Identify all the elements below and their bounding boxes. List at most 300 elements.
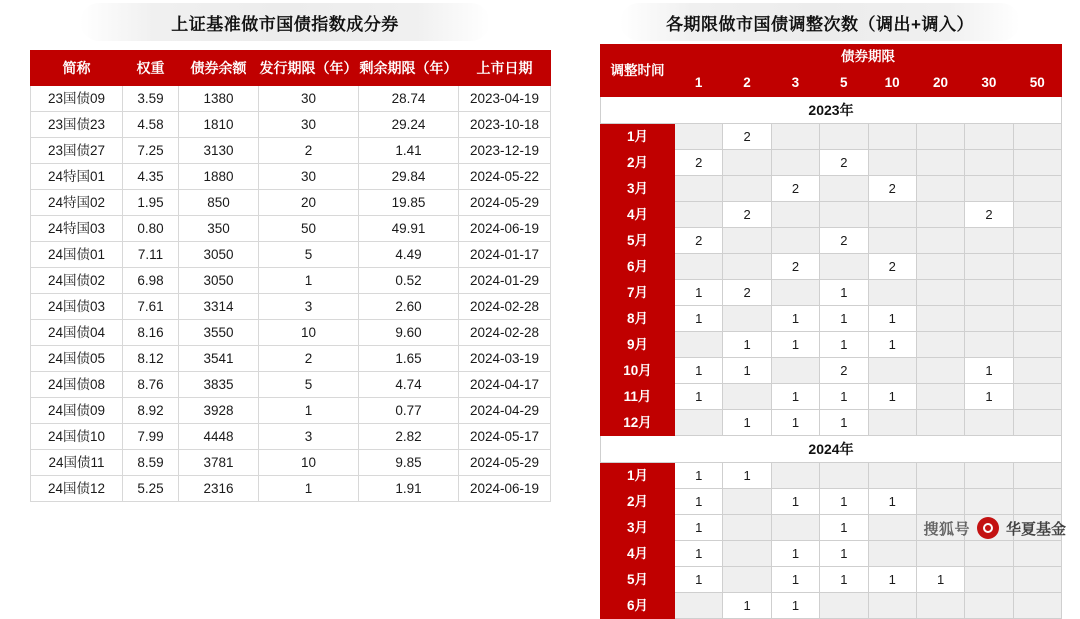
cell-count-term-1: 1 bbox=[675, 515, 723, 541]
cell-count-term-30 bbox=[965, 254, 1013, 280]
table-row bbox=[601, 332, 1062, 358]
cell-count-term-50 bbox=[1013, 176, 1061, 202]
column-header-balance: 债券余额 bbox=[179, 51, 259, 86]
cell-count-term-3 bbox=[771, 515, 819, 541]
cell-count-term-1: 1 bbox=[675, 306, 723, 332]
huaxia-logo-icon bbox=[977, 517, 999, 539]
cell-name: 24国债01 bbox=[31, 242, 123, 268]
cell-weight: 4.35 bbox=[123, 164, 179, 190]
cell-issue-term: 2 bbox=[259, 346, 359, 372]
left-panel-title: 上证基准做市国债指数成分券 bbox=[171, 14, 399, 34]
cell-count-term-1: 1 bbox=[675, 541, 723, 567]
column-header-term-20: 20 bbox=[916, 70, 964, 97]
cell-count-term-2: 1 bbox=[723, 463, 771, 489]
cell-count-term-2 bbox=[723, 567, 771, 593]
cell-count-term-2 bbox=[723, 541, 771, 567]
cell-balance: 3835 bbox=[179, 372, 259, 398]
table-row bbox=[31, 190, 551, 216]
cell-count-term-5: 2 bbox=[820, 358, 868, 384]
cell-count-term-5: 1 bbox=[820, 541, 868, 567]
right-panel-title: 各期限做市国债调整次数（调出+调入） bbox=[666, 14, 974, 34]
cell-month: 1月 bbox=[601, 463, 675, 489]
cell-count-term-10 bbox=[868, 463, 916, 489]
cell-name: 24特国01 bbox=[31, 164, 123, 190]
cell-count-term-10: 1 bbox=[868, 489, 916, 515]
cell-remaining-term: 29.84 bbox=[359, 164, 459, 190]
table-row bbox=[31, 294, 551, 320]
cell-issue-term: 30 bbox=[259, 86, 359, 112]
cell-count-term-3 bbox=[771, 124, 819, 150]
column-header-name: 简称 bbox=[31, 51, 123, 86]
cell-month: 6月 bbox=[601, 254, 675, 280]
cell-name: 24特国03 bbox=[31, 216, 123, 242]
cell-issue-term: 1 bbox=[259, 398, 359, 424]
cell-remaining-term: 4.74 bbox=[359, 372, 459, 398]
cell-month: 5月 bbox=[601, 567, 675, 593]
table-row bbox=[601, 489, 1062, 515]
cell-count-term-2: 1 bbox=[723, 358, 771, 384]
cell-count-term-5: 2 bbox=[820, 228, 868, 254]
cell-count-term-20 bbox=[916, 306, 964, 332]
column-header-remaining-term: 剩余期限（年） bbox=[359, 51, 459, 86]
cell-issue-term: 10 bbox=[259, 320, 359, 346]
cell-weight: 1.95 bbox=[123, 190, 179, 216]
table-row bbox=[31, 424, 551, 450]
cell-balance: 2316 bbox=[179, 476, 259, 502]
table-row bbox=[31, 320, 551, 346]
cell-count-term-20: 1 bbox=[916, 567, 964, 593]
left-panel-title-bar bbox=[80, 3, 490, 41]
index-constituents-table bbox=[30, 50, 551, 502]
adjustment-counts-body bbox=[601, 97, 1062, 619]
cell-count-term-3: 2 bbox=[771, 176, 819, 202]
year-label: 2024年 bbox=[601, 436, 1062, 463]
cell-count-term-1 bbox=[675, 410, 723, 436]
cell-count-term-5 bbox=[820, 124, 868, 150]
cell-count-term-1 bbox=[675, 176, 723, 202]
cell-weight: 4.58 bbox=[123, 112, 179, 138]
column-header-bond-term-group: 债券期限 bbox=[675, 45, 1062, 70]
table-row bbox=[601, 176, 1062, 202]
column-header-term-50: 50 bbox=[1013, 70, 1061, 97]
cell-count-term-50 bbox=[1013, 384, 1061, 410]
cell-remaining-term: 9.60 bbox=[359, 320, 459, 346]
cell-weight: 0.80 bbox=[123, 216, 179, 242]
cell-count-term-50 bbox=[1013, 332, 1061, 358]
cell-count-term-50 bbox=[1013, 410, 1061, 436]
watermark-brand: 华夏基金 bbox=[1005, 520, 1066, 538]
cell-count-term-2 bbox=[723, 228, 771, 254]
cell-weight: 5.25 bbox=[123, 476, 179, 502]
cell-count-term-10 bbox=[868, 410, 916, 436]
cell-count-term-5: 1 bbox=[820, 410, 868, 436]
cell-count-term-30 bbox=[965, 150, 1013, 176]
cell-count-term-20 bbox=[916, 593, 964, 619]
cell-name: 24国债05 bbox=[31, 346, 123, 372]
cell-count-term-30 bbox=[965, 410, 1013, 436]
cell-count-term-50 bbox=[1013, 541, 1061, 567]
cell-weight: 6.98 bbox=[123, 268, 179, 294]
table-row bbox=[31, 112, 551, 138]
table-row bbox=[601, 541, 1062, 567]
year-section-row bbox=[601, 436, 1062, 463]
column-header-adjust-time: 调整时间 bbox=[601, 45, 675, 97]
cell-count-term-3: 1 bbox=[771, 541, 819, 567]
table-row bbox=[601, 463, 1062, 489]
cell-weight: 8.76 bbox=[123, 372, 179, 398]
cell-listing-date: 2024-04-29 bbox=[459, 398, 551, 424]
cell-count-term-5 bbox=[820, 202, 868, 228]
cell-listing-date: 2024-03-19 bbox=[459, 346, 551, 372]
cell-count-term-1 bbox=[675, 202, 723, 228]
column-header-term-30: 30 bbox=[965, 70, 1013, 97]
cell-count-term-30 bbox=[965, 280, 1013, 306]
cell-count-term-3: 1 bbox=[771, 410, 819, 436]
cell-listing-date: 2024-06-19 bbox=[459, 476, 551, 502]
cell-count-term-5 bbox=[820, 176, 868, 202]
table-row bbox=[31, 450, 551, 476]
table-row bbox=[601, 150, 1062, 176]
table-row bbox=[31, 476, 551, 502]
cell-count-term-10 bbox=[868, 202, 916, 228]
cell-count-term-10: 2 bbox=[868, 176, 916, 202]
cell-count-term-3: 1 bbox=[771, 489, 819, 515]
term-group-header-row bbox=[601, 45, 1062, 70]
cell-count-term-2: 2 bbox=[723, 280, 771, 306]
cell-count-term-10 bbox=[868, 541, 916, 567]
cell-listing-date: 2023-04-19 bbox=[459, 86, 551, 112]
cell-count-term-1 bbox=[675, 124, 723, 150]
cell-issue-term: 50 bbox=[259, 216, 359, 242]
cell-issue-term: 1 bbox=[259, 476, 359, 502]
cell-count-term-50 bbox=[1013, 228, 1061, 254]
cell-count-term-5: 1 bbox=[820, 384, 868, 410]
cell-balance: 850 bbox=[179, 190, 259, 216]
watermark-prefix: 搜狐号 bbox=[923, 520, 970, 538]
table-row bbox=[31, 268, 551, 294]
cell-balance: 1880 bbox=[179, 164, 259, 190]
cell-remaining-term: 0.77 bbox=[359, 398, 459, 424]
cell-count-term-5: 1 bbox=[820, 280, 868, 306]
table-row bbox=[601, 410, 1062, 436]
cell-count-term-20 bbox=[916, 280, 964, 306]
cell-count-term-1: 1 bbox=[675, 358, 723, 384]
column-header-term-2: 2 bbox=[723, 70, 771, 97]
cell-count-term-30 bbox=[965, 593, 1013, 619]
cell-count-term-2: 1 bbox=[723, 332, 771, 358]
cell-balance: 4448 bbox=[179, 424, 259, 450]
cell-count-term-2: 1 bbox=[723, 593, 771, 619]
table-row bbox=[601, 254, 1062, 280]
cell-count-term-30 bbox=[965, 567, 1013, 593]
cell-count-term-2: 2 bbox=[723, 202, 771, 228]
cell-count-term-5: 2 bbox=[820, 150, 868, 176]
cell-issue-term: 5 bbox=[259, 242, 359, 268]
cell-count-term-50 bbox=[1013, 306, 1061, 332]
cell-weight: 8.92 bbox=[123, 398, 179, 424]
table-row bbox=[31, 398, 551, 424]
cell-name: 24国债09 bbox=[31, 398, 123, 424]
cell-listing-date: 2024-06-19 bbox=[459, 216, 551, 242]
cell-count-term-1: 1 bbox=[675, 567, 723, 593]
column-header-term-5: 5 bbox=[820, 70, 868, 97]
index-constituents-table-wrap bbox=[30, 50, 550, 502]
column-header-weight: 权重 bbox=[123, 51, 179, 86]
cell-count-term-2 bbox=[723, 254, 771, 280]
cell-month: 12月 bbox=[601, 410, 675, 436]
cell-count-term-30 bbox=[965, 228, 1013, 254]
cell-remaining-term: 9.85 bbox=[359, 450, 459, 476]
cell-count-term-5: 1 bbox=[820, 567, 868, 593]
cell-count-term-5 bbox=[820, 463, 868, 489]
cell-count-term-2: 2 bbox=[723, 124, 771, 150]
cell-balance: 3928 bbox=[179, 398, 259, 424]
cell-listing-date: 2024-05-22 bbox=[459, 164, 551, 190]
cell-month: 6月 bbox=[601, 593, 675, 619]
cell-count-term-20 bbox=[916, 463, 964, 489]
cell-count-term-10: 2 bbox=[868, 254, 916, 280]
cell-remaining-term: 2.82 bbox=[359, 424, 459, 450]
cell-remaining-term: 49.91 bbox=[359, 216, 459, 242]
cell-listing-date: 2024-05-29 bbox=[459, 450, 551, 476]
cell-listing-date: 2024-01-17 bbox=[459, 242, 551, 268]
cell-count-term-2 bbox=[723, 176, 771, 202]
cell-name: 24国债08 bbox=[31, 372, 123, 398]
year-section-row bbox=[601, 97, 1062, 124]
cell-count-term-5: 1 bbox=[820, 306, 868, 332]
cell-name: 24国债03 bbox=[31, 294, 123, 320]
cell-count-term-3 bbox=[771, 463, 819, 489]
cell-remaining-term: 2.60 bbox=[359, 294, 459, 320]
cell-remaining-term: 1.65 bbox=[359, 346, 459, 372]
cell-balance: 3130 bbox=[179, 138, 259, 164]
cell-count-term-30 bbox=[965, 463, 1013, 489]
cell-remaining-term: 29.24 bbox=[359, 112, 459, 138]
cell-issue-term: 10 bbox=[259, 450, 359, 476]
cell-balance: 1380 bbox=[179, 86, 259, 112]
cell-count-term-50 bbox=[1013, 124, 1061, 150]
table-row bbox=[601, 358, 1062, 384]
cell-count-term-50 bbox=[1013, 489, 1061, 515]
cell-count-term-1 bbox=[675, 332, 723, 358]
cell-count-term-30 bbox=[965, 124, 1013, 150]
cell-count-term-20 bbox=[916, 124, 964, 150]
cell-balance: 3314 bbox=[179, 294, 259, 320]
cell-issue-term: 20 bbox=[259, 190, 359, 216]
cell-count-term-50 bbox=[1013, 463, 1061, 489]
table-row bbox=[601, 124, 1062, 150]
cell-month: 7月 bbox=[601, 280, 675, 306]
table-row bbox=[601, 567, 1062, 593]
cell-month: 10月 bbox=[601, 358, 675, 384]
cell-count-term-20 bbox=[916, 541, 964, 567]
cell-remaining-term: 4.49 bbox=[359, 242, 459, 268]
table-row bbox=[601, 202, 1062, 228]
column-header-issue-term: 发行期限（年） bbox=[259, 51, 359, 86]
cell-count-term-10 bbox=[868, 358, 916, 384]
cell-count-term-3 bbox=[771, 358, 819, 384]
cell-count-term-30: 1 bbox=[965, 384, 1013, 410]
cell-count-term-10 bbox=[868, 228, 916, 254]
cell-count-term-5: 1 bbox=[820, 489, 868, 515]
cell-count-term-3 bbox=[771, 228, 819, 254]
year-label: 2023年 bbox=[601, 97, 1062, 124]
cell-count-term-10 bbox=[868, 515, 916, 541]
cell-month: 2月 bbox=[601, 150, 675, 176]
cell-count-term-2 bbox=[723, 306, 771, 332]
cell-count-term-30 bbox=[965, 306, 1013, 332]
table-row bbox=[31, 372, 551, 398]
cell-month: 1月 bbox=[601, 124, 675, 150]
cell-count-term-20 bbox=[916, 489, 964, 515]
cell-weight: 8.16 bbox=[123, 320, 179, 346]
cell-count-term-20 bbox=[916, 228, 964, 254]
cell-count-term-5: 1 bbox=[820, 515, 868, 541]
cell-count-term-3: 2 bbox=[771, 254, 819, 280]
right-panel-title-bar bbox=[620, 3, 1020, 41]
cell-count-term-3: 1 bbox=[771, 567, 819, 593]
cell-name: 24国债10 bbox=[31, 424, 123, 450]
cell-count-term-20 bbox=[916, 384, 964, 410]
cell-name: 23国债27 bbox=[31, 138, 123, 164]
cell-count-term-30 bbox=[965, 332, 1013, 358]
cell-count-term-2 bbox=[723, 150, 771, 176]
cell-count-term-2 bbox=[723, 489, 771, 515]
cell-count-term-3: 1 bbox=[771, 332, 819, 358]
column-header-term-1: 1 bbox=[675, 70, 723, 97]
cell-count-term-10: 1 bbox=[868, 332, 916, 358]
cell-count-term-3: 1 bbox=[771, 593, 819, 619]
cell-count-term-50 bbox=[1013, 202, 1061, 228]
cell-name: 24国债04 bbox=[31, 320, 123, 346]
cell-name: 24国债02 bbox=[31, 268, 123, 294]
cell-listing-date: 2024-04-17 bbox=[459, 372, 551, 398]
cell-remaining-term: 1.41 bbox=[359, 138, 459, 164]
left-panel bbox=[0, 0, 560, 41]
cell-month: 2月 bbox=[601, 489, 675, 515]
cell-remaining-term: 1.91 bbox=[359, 476, 459, 502]
cell-count-term-5: 1 bbox=[820, 332, 868, 358]
cell-weight: 7.99 bbox=[123, 424, 179, 450]
cell-listing-date: 2023-12-19 bbox=[459, 138, 551, 164]
cell-name: 24特国02 bbox=[31, 190, 123, 216]
cell-month: 8月 bbox=[601, 306, 675, 332]
column-header-listing-date: 上市日期 bbox=[459, 51, 551, 86]
cell-count-term-5 bbox=[820, 254, 868, 280]
table-row bbox=[31, 346, 551, 372]
column-header-term-10: 10 bbox=[868, 70, 916, 97]
cell-issue-term: 30 bbox=[259, 164, 359, 190]
cell-count-term-50 bbox=[1013, 567, 1061, 593]
cell-name: 24国债12 bbox=[31, 476, 123, 502]
cell-count-term-1: 2 bbox=[675, 228, 723, 254]
cell-count-term-10: 1 bbox=[868, 384, 916, 410]
cell-count-term-10 bbox=[868, 593, 916, 619]
table-row bbox=[601, 280, 1062, 306]
right-panel bbox=[560, 0, 1080, 41]
cell-weight: 3.59 bbox=[123, 86, 179, 112]
table-row bbox=[31, 138, 551, 164]
cell-weight: 8.59 bbox=[123, 450, 179, 476]
cell-balance: 3050 bbox=[179, 242, 259, 268]
cell-count-term-20 bbox=[916, 150, 964, 176]
cell-balance: 3050 bbox=[179, 268, 259, 294]
cell-listing-date: 2024-05-17 bbox=[459, 424, 551, 450]
cell-count-term-50 bbox=[1013, 358, 1061, 384]
cell-count-term-50 bbox=[1013, 280, 1061, 306]
table-row bbox=[601, 384, 1062, 410]
cell-issue-term: 30 bbox=[259, 112, 359, 138]
table-row bbox=[601, 306, 1062, 332]
table-header-row bbox=[31, 51, 551, 86]
cell-count-term-20 bbox=[916, 332, 964, 358]
cell-listing-date: 2024-05-29 bbox=[459, 190, 551, 216]
cell-balance: 3781 bbox=[179, 450, 259, 476]
cell-month: 11月 bbox=[601, 384, 675, 410]
cell-count-term-30 bbox=[965, 541, 1013, 567]
cell-listing-date: 2023-10-18 bbox=[459, 112, 551, 138]
table-row bbox=[601, 228, 1062, 254]
cell-count-term-10 bbox=[868, 280, 916, 306]
table-row bbox=[31, 242, 551, 268]
cell-name: 23国债09 bbox=[31, 86, 123, 112]
cell-month: 4月 bbox=[601, 541, 675, 567]
cell-count-term-50 bbox=[1013, 593, 1061, 619]
table-row bbox=[31, 216, 551, 242]
cell-count-term-10: 1 bbox=[868, 567, 916, 593]
table-row bbox=[31, 164, 551, 190]
cell-count-term-3 bbox=[771, 150, 819, 176]
cell-count-term-10 bbox=[868, 124, 916, 150]
cell-count-term-50 bbox=[1013, 150, 1061, 176]
cell-count-term-20 bbox=[916, 410, 964, 436]
cell-listing-date: 2024-01-29 bbox=[459, 268, 551, 294]
cell-issue-term: 3 bbox=[259, 294, 359, 320]
cell-count-term-10: 1 bbox=[868, 306, 916, 332]
cell-month: 4月 bbox=[601, 202, 675, 228]
cell-count-term-1: 1 bbox=[675, 384, 723, 410]
cell-balance: 350 bbox=[179, 216, 259, 242]
cell-count-term-5 bbox=[820, 593, 868, 619]
cell-month: 5月 bbox=[601, 228, 675, 254]
cell-issue-term: 3 bbox=[259, 424, 359, 450]
cell-listing-date: 2024-02-28 bbox=[459, 294, 551, 320]
cell-weight: 8.12 bbox=[123, 346, 179, 372]
index-constituents-body bbox=[31, 86, 551, 502]
cell-count-term-30: 1 bbox=[965, 358, 1013, 384]
cell-count-term-20 bbox=[916, 176, 964, 202]
cell-listing-date: 2024-02-28 bbox=[459, 320, 551, 346]
cell-count-term-2: 1 bbox=[723, 410, 771, 436]
cell-count-term-30 bbox=[965, 489, 1013, 515]
cell-count-term-1: 1 bbox=[675, 463, 723, 489]
cell-issue-term: 2 bbox=[259, 138, 359, 164]
column-header-term-3: 3 bbox=[771, 70, 819, 97]
table-row bbox=[31, 86, 551, 112]
cell-count-term-30 bbox=[965, 176, 1013, 202]
cell-count-term-20 bbox=[916, 254, 964, 280]
cell-month: 3月 bbox=[601, 176, 675, 202]
cell-month: 3月 bbox=[601, 515, 675, 541]
cell-balance: 3550 bbox=[179, 320, 259, 346]
cell-count-term-1: 1 bbox=[675, 489, 723, 515]
cell-balance: 3541 bbox=[179, 346, 259, 372]
cell-count-term-3: 1 bbox=[771, 306, 819, 332]
cell-count-term-30: 2 bbox=[965, 202, 1013, 228]
table-row bbox=[601, 593, 1062, 619]
cell-name: 23国债23 bbox=[31, 112, 123, 138]
cell-count-term-20 bbox=[916, 358, 964, 384]
